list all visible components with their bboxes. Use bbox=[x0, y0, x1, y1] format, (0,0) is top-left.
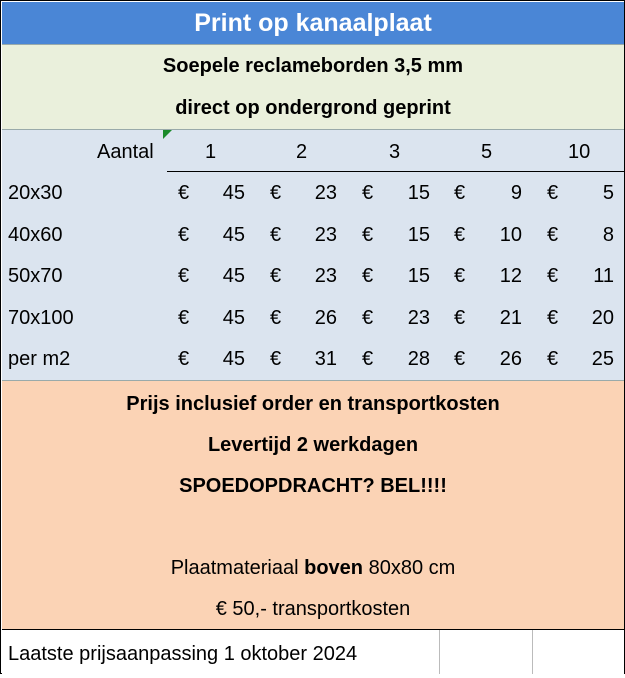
material-bold: boven bbox=[304, 557, 364, 579]
table-row bbox=[2, 213, 624, 254]
currency-symbol: € bbox=[270, 224, 282, 246]
currency-symbol: € bbox=[362, 182, 374, 204]
size-label: 20x30 bbox=[8, 182, 63, 204]
material-suffix: 80x80 cm bbox=[363, 557, 456, 579]
price-value: 23 bbox=[407, 307, 430, 329]
currency-symbol: € bbox=[362, 348, 374, 370]
quantity-header: 10 bbox=[568, 141, 591, 163]
price-value: 12 bbox=[499, 265, 522, 287]
price-value: 20 bbox=[591, 307, 614, 329]
currency-symbol: € bbox=[362, 265, 374, 287]
price-value: 31 bbox=[314, 348, 337, 370]
currency-symbol: € bbox=[270, 265, 282, 287]
price-value: 45 bbox=[222, 307, 245, 329]
quantity-header: 2 bbox=[296, 141, 308, 163]
price-value: 25 bbox=[591, 348, 614, 370]
page-title: Print op kanaalplaat bbox=[2, 2, 624, 45]
last-update-text: Laatste prijsaanpassing 1 oktober 2024 bbox=[8, 643, 358, 665]
price-table bbox=[2, 130, 624, 380]
currency-symbol: € bbox=[547, 307, 559, 329]
price-value: 23 bbox=[314, 182, 337, 204]
price-value: 10 bbox=[499, 224, 522, 246]
subtitle-block bbox=[2, 45, 624, 130]
info-line-material bbox=[2, 545, 624, 586]
price-value: 15 bbox=[407, 265, 430, 287]
quantity-header: 1 bbox=[205, 141, 217, 163]
comment-indicator-icon bbox=[163, 130, 172, 139]
currency-symbol: € bbox=[547, 348, 559, 370]
currency-symbol: € bbox=[178, 265, 190, 287]
price-value: 45 bbox=[222, 224, 245, 246]
cell-divider bbox=[439, 630, 440, 674]
currency-symbol: € bbox=[178, 182, 190, 204]
size-label: 70x100 bbox=[8, 307, 74, 329]
currency-symbol: € bbox=[178, 224, 190, 246]
price-value: 15 bbox=[407, 182, 430, 204]
price-value: 11 bbox=[593, 265, 614, 287]
price-value: 45 bbox=[222, 182, 245, 204]
price-value: 15 bbox=[407, 224, 430, 246]
currency-symbol: € bbox=[178, 307, 190, 329]
subtitle-line-2: direct op ondergrond geprint bbox=[175, 97, 451, 119]
footer bbox=[2, 629, 624, 674]
currency-symbol: € bbox=[362, 224, 374, 246]
currency-symbol: € bbox=[547, 224, 559, 246]
currency-symbol: € bbox=[270, 348, 282, 370]
price-value: 28 bbox=[407, 348, 430, 370]
currency-symbol: € bbox=[178, 348, 190, 370]
quantity-header-label: Aantal bbox=[97, 141, 154, 163]
currency-symbol: € bbox=[270, 307, 282, 329]
price-value: 45 bbox=[222, 348, 245, 370]
cell-divider bbox=[532, 630, 533, 674]
price-value: 26 bbox=[314, 307, 337, 329]
size-label: 50x70 bbox=[8, 265, 63, 287]
currency-symbol: € bbox=[547, 182, 559, 204]
table-row bbox=[2, 254, 624, 295]
info-line-price: Prijs inclusief order en transportkosten bbox=[126, 393, 500, 415]
table-row bbox=[2, 171, 624, 212]
table-row bbox=[2, 337, 624, 378]
quantity-header: 3 bbox=[389, 141, 401, 163]
price-value: 9 bbox=[510, 182, 522, 204]
price-value: 23 bbox=[314, 224, 337, 246]
price-value: 26 bbox=[499, 348, 522, 370]
currency-symbol: € bbox=[270, 182, 282, 204]
currency-symbol: € bbox=[454, 348, 466, 370]
table-row bbox=[2, 296, 624, 337]
info-line-transport: € 50,- transportkosten bbox=[215, 598, 411, 620]
quantity-header: 5 bbox=[481, 141, 493, 163]
info-line-rush: SPOEDOPDRACHT? BEL!!!! bbox=[179, 475, 447, 497]
currency-symbol: € bbox=[362, 307, 374, 329]
material-prefix: Plaatmateriaal bbox=[170, 557, 305, 579]
info-spacer bbox=[2, 504, 624, 545]
currency-symbol: € bbox=[454, 182, 466, 204]
info-block bbox=[2, 380, 624, 629]
currency-symbol: € bbox=[454, 265, 466, 287]
subtitle-line-1: Soepele reclameborden 3,5 mm bbox=[162, 55, 464, 77]
currency-symbol: € bbox=[454, 307, 466, 329]
price-value: 5 bbox=[602, 182, 614, 204]
info-line-delivery: Levertijd 2 werkdagen bbox=[207, 434, 419, 456]
price-value: 8 bbox=[602, 224, 614, 246]
price-value: 23 bbox=[314, 265, 337, 287]
currency-symbol: € bbox=[454, 224, 466, 246]
currency-symbol: € bbox=[547, 265, 559, 287]
price-value: 21 bbox=[499, 307, 522, 329]
size-label: 40x60 bbox=[8, 224, 63, 246]
size-label: per m2 bbox=[8, 348, 71, 370]
price-value: 45 bbox=[222, 265, 245, 287]
